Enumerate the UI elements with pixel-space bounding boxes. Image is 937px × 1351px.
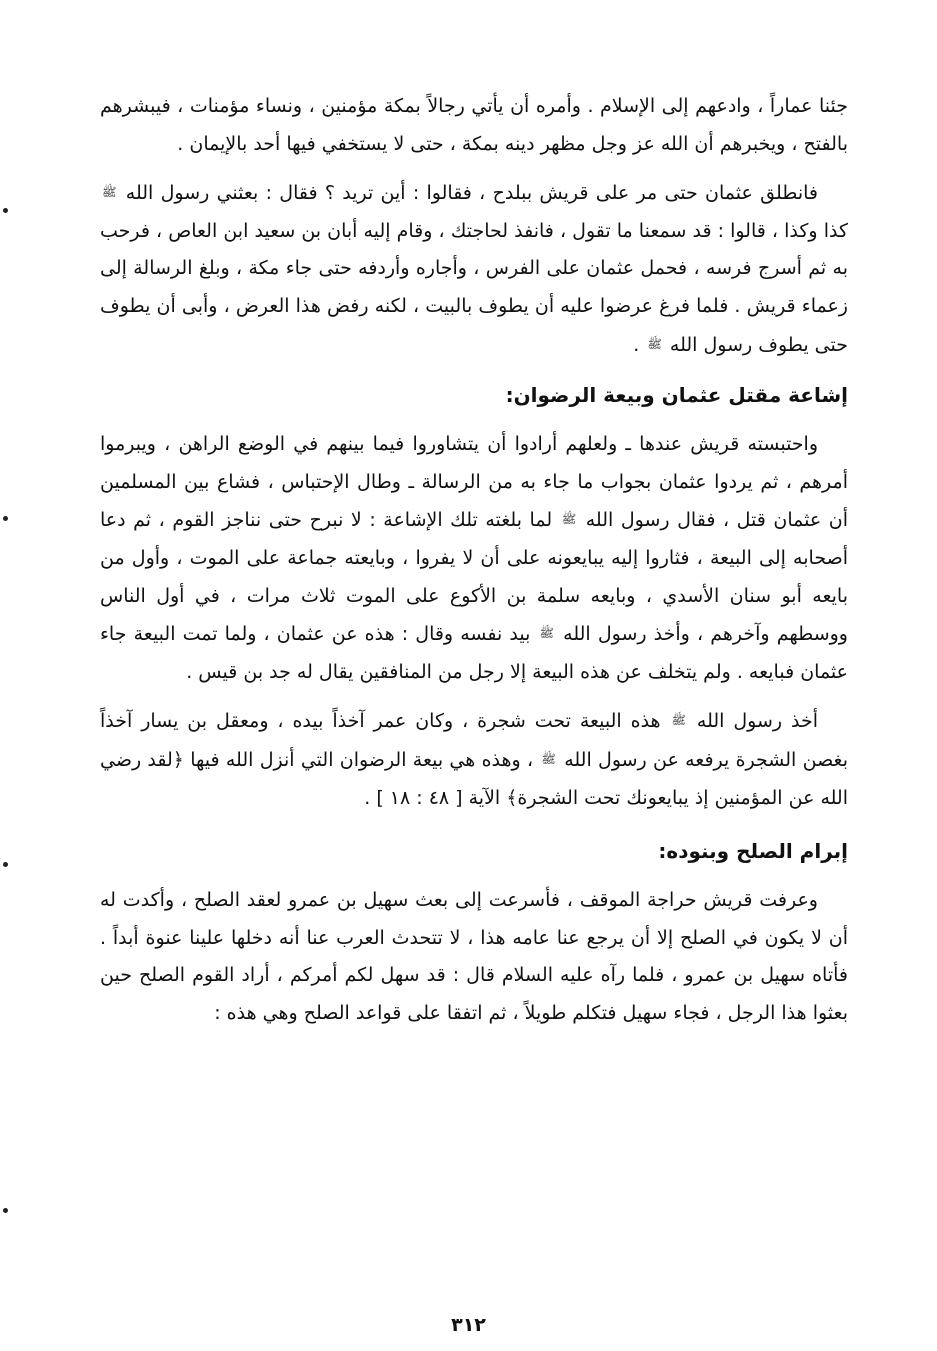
margin-mark	[3, 208, 8, 213]
honorific-mark: ﷺ	[647, 336, 662, 351]
margin-mark	[3, 516, 8, 521]
paragraph-rumor-pledge: واحتبسته قريش عندها ـ ولعلهم أرادوا أن يتشاوروا فيما بينهم في الوضع الراهن ، ويبرموا أمرهم ، ثم يردوا عثمان بجواب ما جاء به من الرسالة ـ وطال الإحتباس ، فشاع بين المسلمين أن عثمان قتل ، فقال رسول الله ﷺ لما بلغته تلك الإشاعة : لا نبرح حتى نناجز القوم ، ثم دعا أصحابه إلى البيعة ، فثاروا إليه يبايعونه على أن لا يفروا ، وبايعته جماعة على الموت ، وأول من بايعه أبو سنان الأسدي ، وبايعه سلمة بن الأكوع على الموت ثلاث مرات ، في أول الناس ووسطهم وآخرهم ، وأخذ رسول الله ﷺ بيد نفسه وقال : هذه عن عثمان ، ولما تمت البيعة جاء عثمان فبايعه . ولم يتخلف عن هذه البيعة إلا رجل من المنافقين يقال له جد بن قيس .	[100, 433, 848, 683]
honorific-mark: ﷺ	[541, 751, 556, 766]
section-heading-treaty: إبرام الصلح وبنوده:	[658, 839, 848, 864]
page-number: ٣١٢	[451, 1314, 486, 1336]
honorific-mark: ﷺ	[671, 713, 686, 728]
paragraph-uthman-journey: فانطلق عثمان حتى مر على قريش ببلدح ، فقالوا : أين تريد ؟ فقال : بعثني رسول الله ﷺ كذا وكذا ، قالوا : قد سمعنا ما تقول ، فانفذ لحاجتك ، وقام إليه أبان بن سعيد ابن العاص ، فرحب به ثم أسرج فرسه ، فحمل عثمان على الفرس ، وأجاره وأردفه حتى جاء مكة ، وبلغ الرسالة إلى زعماء قريش . فلما فرغ عرضوا عليه أن يطوف بالبيت ، لكنه رفض هذا العرض ، وأبى أن يطوف حتى يطوف رسول الله ﷺ .	[100, 182, 848, 356]
honorific-mark: ﷺ	[561, 512, 577, 527]
page-body	[100, 88, 848, 1328]
margin-mark	[3, 1208, 8, 1213]
honorific-mark: ﷺ	[102, 185, 117, 200]
section-heading-ridwan: إشاعة مقتل عثمان وبيعة الرضوان:	[505, 383, 848, 408]
paragraph-tree-pledge: أخذ رسول الله ﷺ هذه البيعة تحت شجرة ، وكان عمر آخذاً بيده ، ومعقل بن يسار آخذاً بغصن الشجرة يرفعه عن رسول الله ﷺ ، وهذه هي بيعة الرضوان التي أنزل الله فيها ﴿لقد رضي الله عن المؤمنين إذ يبايعونك تحت الشجرة﴾ الآية [ ٤٨ : ١٨ ] .	[100, 710, 848, 809]
margin-mark	[3, 862, 8, 867]
paragraph-treaty: وعرفت قريش حراجة الموقف ، فأسرعت إلى بعث سهيل بن عمرو لعقد الصلح ، وأكدت له أن لا يكون في الصلح إلا أن يرجع عنا عامه هذا ، لا تتحدث العرب عنا أنه دخلها علينا عنوة أبداً . فأتاه سهيل بن عمرو ، فلما رآه عليه السلام قال : قد سهل لكم أمركم ، أراد القوم الصلح حين بعثوا هذا الرجل ، فجاء سهيل فتكلم طويلاً ، ثم اتفقا على قواعد الصلح وهي هذه :	[100, 889, 848, 1024]
paragraph-intro: جئنا عماراً ، وادعهم إلى الإسلام . وأمره أن يأتي رجالاً بمكة مؤمنين ، ونساء مؤمنات ، فيبشرهم بالفتح ، ويخبرهم أن الله عز وجل مظهر دينه بمكة ، حتى لا يستخفي فيها أحد بالإيمان .	[100, 95, 848, 155]
honorific-mark: ﷺ	[539, 626, 555, 641]
